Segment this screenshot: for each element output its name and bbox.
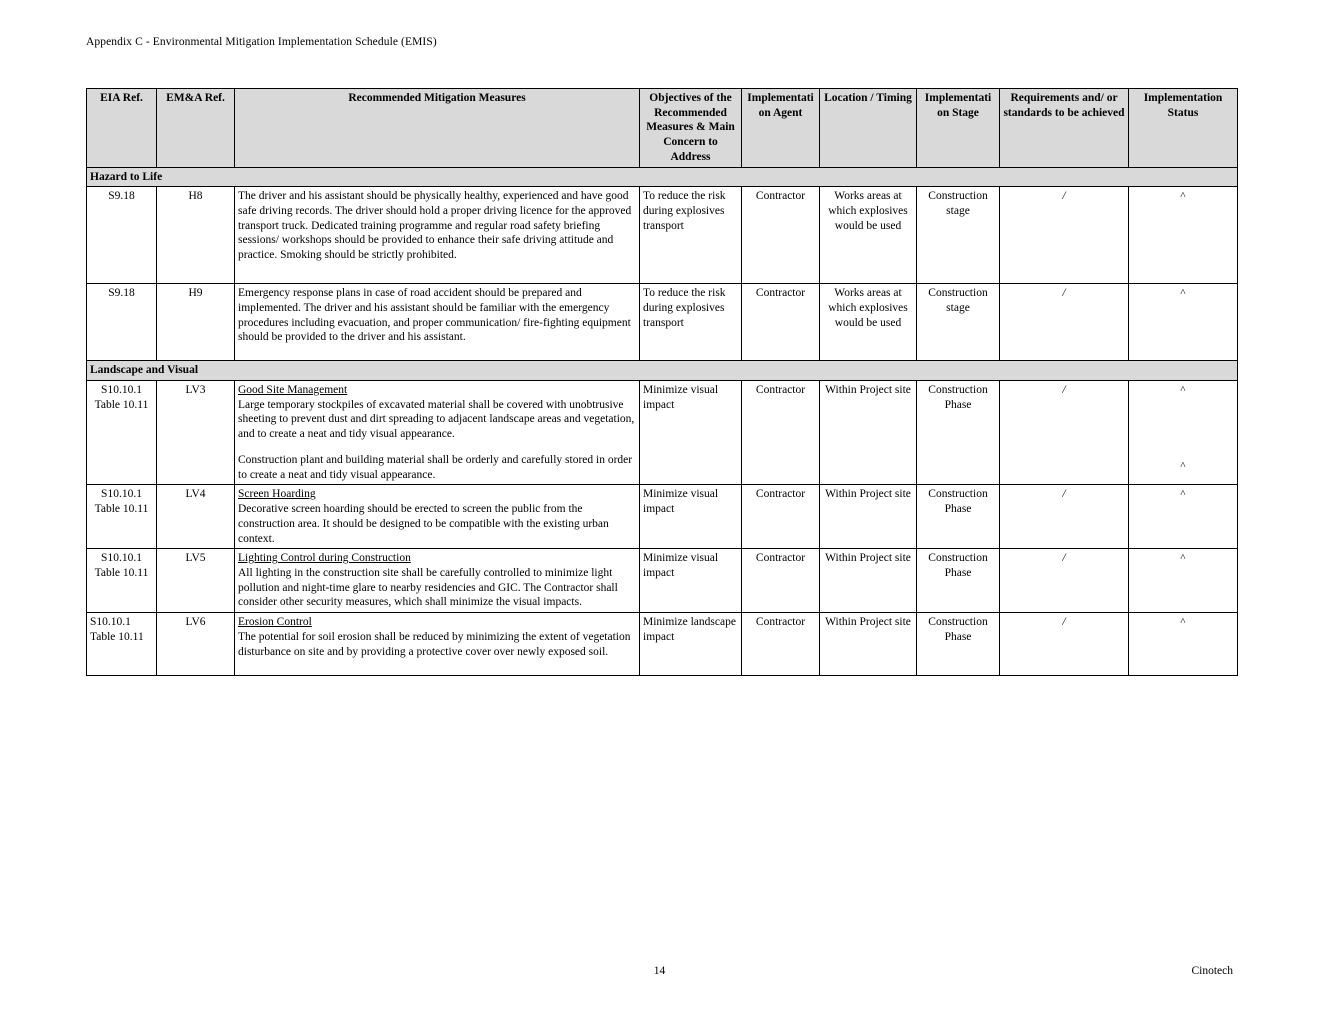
- status-value-second: ^: [1180, 460, 1186, 473]
- cell-stage: Construction Phase: [917, 381, 1000, 485]
- cell-eia-ref: S10.10.1 Table 10.11: [87, 549, 157, 613]
- column-header-emaa-ref: EM&A Ref.: [157, 89, 235, 168]
- table-row: [87, 284, 1238, 361]
- page-number: 14: [653, 965, 666, 977]
- measure-paragraph: The driver and his assistant should be physically healthy, experienced and have good safe driving records. The driver should hold a proper driving licence for the approved transport truck. Dedicated training programme and regular road safety briefing sessions/ workshops should be provided to enhance their safe driving attitude and practice. Smoking should be strictly prohibited.: [238, 190, 632, 262]
- section-row-hazard-to-life: [87, 167, 1238, 187]
- measure-paragraph: Decorative screen hoarding should be erected to screen the public from the construction area. It should be designed to be compatible with the existing urban context.: [238, 503, 609, 545]
- measure-paragraph: Construction plant and building material shall be orderly and carefully stored in order to create a neat and tidy visual appearance.: [238, 453, 633, 481]
- cell-location: Works areas at which explosives would be used: [820, 284, 917, 361]
- measure-paragraph: The potential for soil erosion shall be reduced by minimizing the extent of vegetation disturbance on site and by providing a protective cover over newly exposed soil.: [238, 630, 631, 658]
- cell-status: ^: [1129, 549, 1238, 613]
- cell-requirements: /: [1000, 284, 1129, 361]
- cell-agent: Contractor: [742, 187, 820, 284]
- cell-objective: Minimize visual impact: [640, 381, 742, 485]
- cell-eia-ref: S9.18: [87, 187, 157, 284]
- cell-requirements: /: [1000, 549, 1129, 613]
- cell-mitigation-measure: [235, 187, 640, 284]
- cell-requirements: /: [1000, 381, 1129, 485]
- cell-status: ^: [1129, 613, 1238, 676]
- cell-emaa-ref: LV4: [157, 485, 235, 549]
- table-row: [87, 549, 1238, 613]
- cell-agent: Contractor: [742, 284, 820, 361]
- cell-status: ^: [1129, 187, 1238, 284]
- section-row-landscape-and-visual: [87, 361, 1238, 381]
- footer-company: Cinotech: [1191, 965, 1233, 977]
- cell-agent: Contractor: [742, 613, 820, 676]
- status-value: ^: [1180, 384, 1186, 397]
- table-header: [87, 89, 1238, 168]
- cell-emaa-ref: H9: [157, 284, 235, 361]
- emis-table: [86, 88, 1238, 676]
- cell-mitigation-measure: [235, 485, 640, 549]
- measure-title: Lighting Control during Construction: [238, 552, 411, 565]
- cell-agent: Contractor: [742, 485, 820, 549]
- cell-eia-ref: S10.10.1 Table 10.11: [87, 381, 157, 485]
- cell-location: Within Project site: [820, 381, 917, 485]
- cell-objective: Minimize visual impact: [640, 549, 742, 613]
- cell-requirements: /: [1000, 187, 1129, 284]
- column-header-implementation-status: Implementation Status: [1129, 89, 1238, 168]
- cell-status: ^: [1129, 485, 1238, 549]
- measure-title: Erosion Control: [238, 616, 312, 629]
- cell-mitigation-measure: [235, 284, 640, 361]
- column-header-recommended-mitigation-measures: Recommended Mitigation Measures: [235, 89, 640, 168]
- cell-emaa-ref: H8: [157, 187, 235, 284]
- cell-objective: To reduce the risk during explosives transport: [640, 284, 742, 361]
- measure-paragraph: All lighting in the construction site shall be carefully controlled to minimize light pollution and night-time glare to nearby residencies and GIC. The Contractor shall consider other security measures, which shall minimize the visual impacts.: [238, 566, 618, 609]
- cell-requirements: /: [1000, 485, 1129, 549]
- cell-eia-ref: S9.18: [87, 284, 157, 361]
- cell-emaa-ref: LV5: [157, 549, 235, 613]
- measure-title: Screen Hoarding: [238, 488, 316, 501]
- cell-stage: Construction Phase: [917, 485, 1000, 549]
- column-header-location-timing: Location / Timing: [820, 89, 917, 168]
- table-row: [87, 187, 1238, 284]
- cell-status: ^: [1129, 284, 1238, 361]
- cell-stage: Construction stage: [917, 284, 1000, 361]
- table-row: [87, 485, 1238, 549]
- cell-requirements: /: [1000, 613, 1129, 676]
- cell-objective: To reduce the risk during explosives transport: [640, 187, 742, 284]
- cell-agent: Contractor: [742, 381, 820, 485]
- cell-status: [1129, 381, 1238, 485]
- cell-stage: Construction Phase: [917, 549, 1000, 613]
- table-row: [87, 381, 1238, 485]
- cell-emaa-ref: LV6: [157, 613, 235, 676]
- measure-paragraph: Emergency response plans in case of road accident should be prepared and implemented. The driver and his assistant should be familiar with the emergency procedures including evacuation, and proper communication/ fire-fighting equipment should be provided to the driver and his assistant.: [238, 287, 631, 344]
- column-header-eia-ref: EIA Ref.: [87, 89, 157, 168]
- cell-mitigation-measure: [235, 381, 640, 485]
- column-header-implementation-agent: Implementati on Agent: [742, 89, 820, 168]
- cell-emaa-ref: LV3: [157, 381, 235, 485]
- measure-paragraph: Large temporary stockpiles of excavated material shall be covered with unobtrusive sheeting to prevent dust and dirt spreading to adjacent landscape areas and vegetation, and to create a neat and tidy visual appearance.: [238, 398, 635, 441]
- cell-objective: Minimize landscape impact: [640, 613, 742, 676]
- cell-stage: Construction Phase: [917, 613, 1000, 676]
- table-row: [87, 613, 1238, 676]
- cell-location: Within Project site: [820, 613, 917, 676]
- cell-location: Works areas at which explosives would be used: [820, 187, 917, 284]
- cell-mitigation-measure: [235, 549, 640, 613]
- section-title: Hazard to Life: [87, 167, 1238, 187]
- section-title: Landscape and Visual: [87, 361, 1238, 381]
- cell-objective: Minimize visual impact: [640, 485, 742, 549]
- cell-eia-ref: S10.10.1 Table 10.11: [87, 485, 157, 549]
- column-header-requirements-standards: Requirements and/ or standards to be achieved: [1000, 89, 1129, 168]
- cell-mitigation-measure: [235, 613, 640, 676]
- cell-agent: Contractor: [742, 549, 820, 613]
- column-header-objectives: Objectives of the Recommended Measures & Main Concern to Address: [640, 89, 742, 168]
- cell-location: Within Project site: [820, 549, 917, 613]
- column-header-implementation-stage: Implementati on Stage: [917, 89, 1000, 168]
- appendix-header: Appendix C - Environmental Mitigation Implementation Schedule (EMIS): [86, 36, 437, 48]
- cell-location: Within Project site: [820, 485, 917, 549]
- measure-title: Good Site Management: [238, 384, 348, 397]
- cell-stage: Construction stage: [917, 187, 1000, 284]
- cell-eia-ref: S10.10.1 Table 10.11: [87, 613, 157, 676]
